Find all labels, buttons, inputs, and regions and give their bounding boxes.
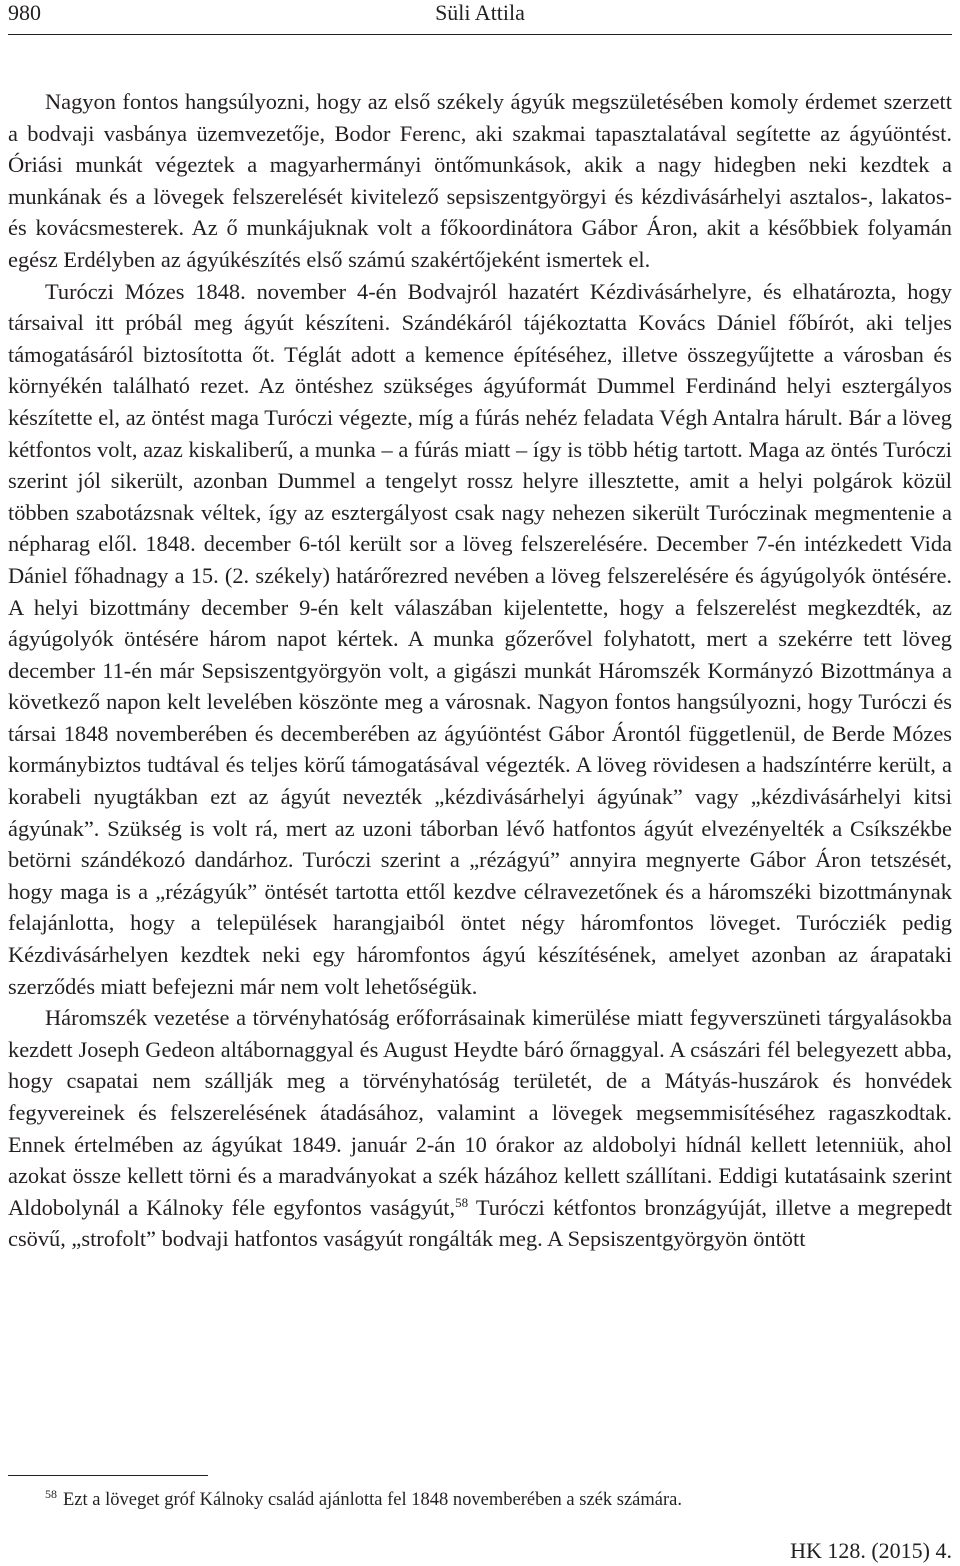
footnote: [45, 1488, 952, 1512]
body-text: [8, 86, 952, 1255]
paragraph-text: Háromszék vezetése a törvényhatóság erőforrásainak kimerülése miatt fegyverszüneti tárgyalásokba kezdett Joseph Gedeon altábornaggyal és August Heydte báró őrnaggyal. A császári fél belegyezett abba, hogy csapatai nem szállják meg a törvényhatóság területét, de a Mátyás-huszárok és honvédek fegyvereinek és felszerelésének átadásához, valamint a lövegek megsemmisítéséhez ragaszkodtak. Ennek értelmében az ágyúkat 1849. január 2-án 10 órakor az aldobolyi hídnál kellett letenniük, ahol azokat össze kellett törni és a maradványokat a szék házához kellett szállítani. Eddigi kutatásaink szerint Aldobolynál a Kálnoky féle egyfontos vaságyút,: [8, 1005, 952, 1220]
paragraph-text: Turóczi Mózes 1848. november 4-én Bodvajról hazatért Kézdivásárhelyre, és elhatározta, hogy társaival itt próbál meg ágyút készíteni. Szándékáról tájékoztatta Kovács Dániel főbírót, aki teljes támogatásáról biztosította őt. Téglát adott a kemence építéséhez, illetve összegyűjtette a városban és környékén található rezet. Az öntéshez szükséges ágyúformát Dummel Ferdinánd helyi esztergályos készítette el, az öntést maga Turóczi végezte, míg a fúrás nehéz feladata Végh Antalra hárult. Bár a löveg kétfontos volt, azaz kiskaliberű, a munka – a fúrás miatt – így is több hétig tartott. Maga az öntés Turóczi szerint jól sikerült, azonban Dummel a tengelyt rossz helyre illesztette, amit a helyi polgárok közül többen szabotázsnak véltek, így az esztergályost csak nagy nehezen sikerült Turóczinak megmentenie a népharag elől. 1848. december 6-tól került sor a löveg felszerelésére. December 7-én intézkedett Vida Dániel főhadnagy a 15. (2. székely) határőrezred nevében a löveg felszerelésére és ágyúgolyók öntésére. A helyi bizottmány december 9-én kelt válaszában kijelentette, hogy a felszerelést megkezdték, az ágyúgolyók öntésére három napot kértek. A munka gőzerővel folyhatott, mert a szekérre tett löveg december 11-én már Sepsiszentgyörgyön volt, a gigászi munkát Háromszék Kormányzó Bizottmánya a következő napon kelt levelében köszönte meg a városnak. Nagyon fontos hangsúlyozni, hogy Turóczi és társai 1848 novemberében és decemberében az ágyúöntést Gábor Árontól függetlenül, de Berde Mózes kormánybiztos tudtával és teljes körű támogatásával végezték. A löveg rövidesen a hadszíntérre került, a korabeli nyugtákban ezt az ágyút nevezték „kézdivásárhelyi ágyúnak” vagy „kézdivásárhelyi kitsi ágyúnak”. Szükség is volt rá, mert az uzoni táborban lévő hatfontos ágyút elvezényelték a Csíkszékbe betörni szándékozó dandárhoz. Turóczi szerint a „rézágyú” annyira megnyerte Gábor Áron tetszését, hogy maga is a „rézágyúk” öntését tartotta ettől kezdve célravezetőnek és a háromszéki bizottmánynak felajánlotta, hogy a települések harangjaiból öntet négy háromfontos löveget. Turócziék pedig Kézdivásárhelyen kezdtek neki egy háromfontos ágyú készítésének, amelyet azonban az árapataki szerződés miatt befejezni már nem volt lehetőségük.: [8, 278, 952, 999]
footnote-text: Ezt a löveget gróf Kálnoky család ajánlotta fel 1848 novemberében a szék számára.: [63, 1490, 682, 1510]
paragraph: [8, 1002, 952, 1255]
running-title: Süli Attila: [435, 0, 525, 25]
page-header: [8, 0, 952, 35]
page-number: 980: [8, 0, 41, 25]
paragraph: [8, 86, 952, 276]
footnote-divider: [8, 1475, 208, 1476]
paragraph-text: Turóczi kétfontos bronzágyúját, illetve a megrepedt csövű, „strofolt” bodvaji hatfontos vaságyút rongálták meg. A Sepsiszentgyörgyön öntött: [8, 1194, 953, 1252]
footnote-reference[interactable]: 58: [455, 1194, 469, 1210]
journal-reference: HK 128. (2015) 4.: [790, 1538, 952, 1563]
paragraph: [8, 276, 952, 1003]
footnote-number: 58: [45, 1487, 57, 1501]
paragraph-text: Nagyon fontos hangsúlyozni, hogy az első székely ágyúk megszületésében komoly érdemet szerzett a bodvaji vasbánya üzemvezetője, Bodor Ferenc, aki szakmai tapasztalatával segítette az ágyúöntést. Óriási munkát végeztek a magyarhermányi öntőmunkások, akik a nagy hidegben neki kezdtek a munkának és a lövegek felszerelését kivitelező sepsiszentgyörgyi és kézdivásárhelyi asztalos-, lakatos- és kovácsmesterek. Az ő munkájuknak volt a főkoordinátora Gábor Áron, akit a későbbiek folyamán egész Erdélyben az ágyúkészítés első számú szakértőjeként ismertek el.: [8, 89, 952, 272]
